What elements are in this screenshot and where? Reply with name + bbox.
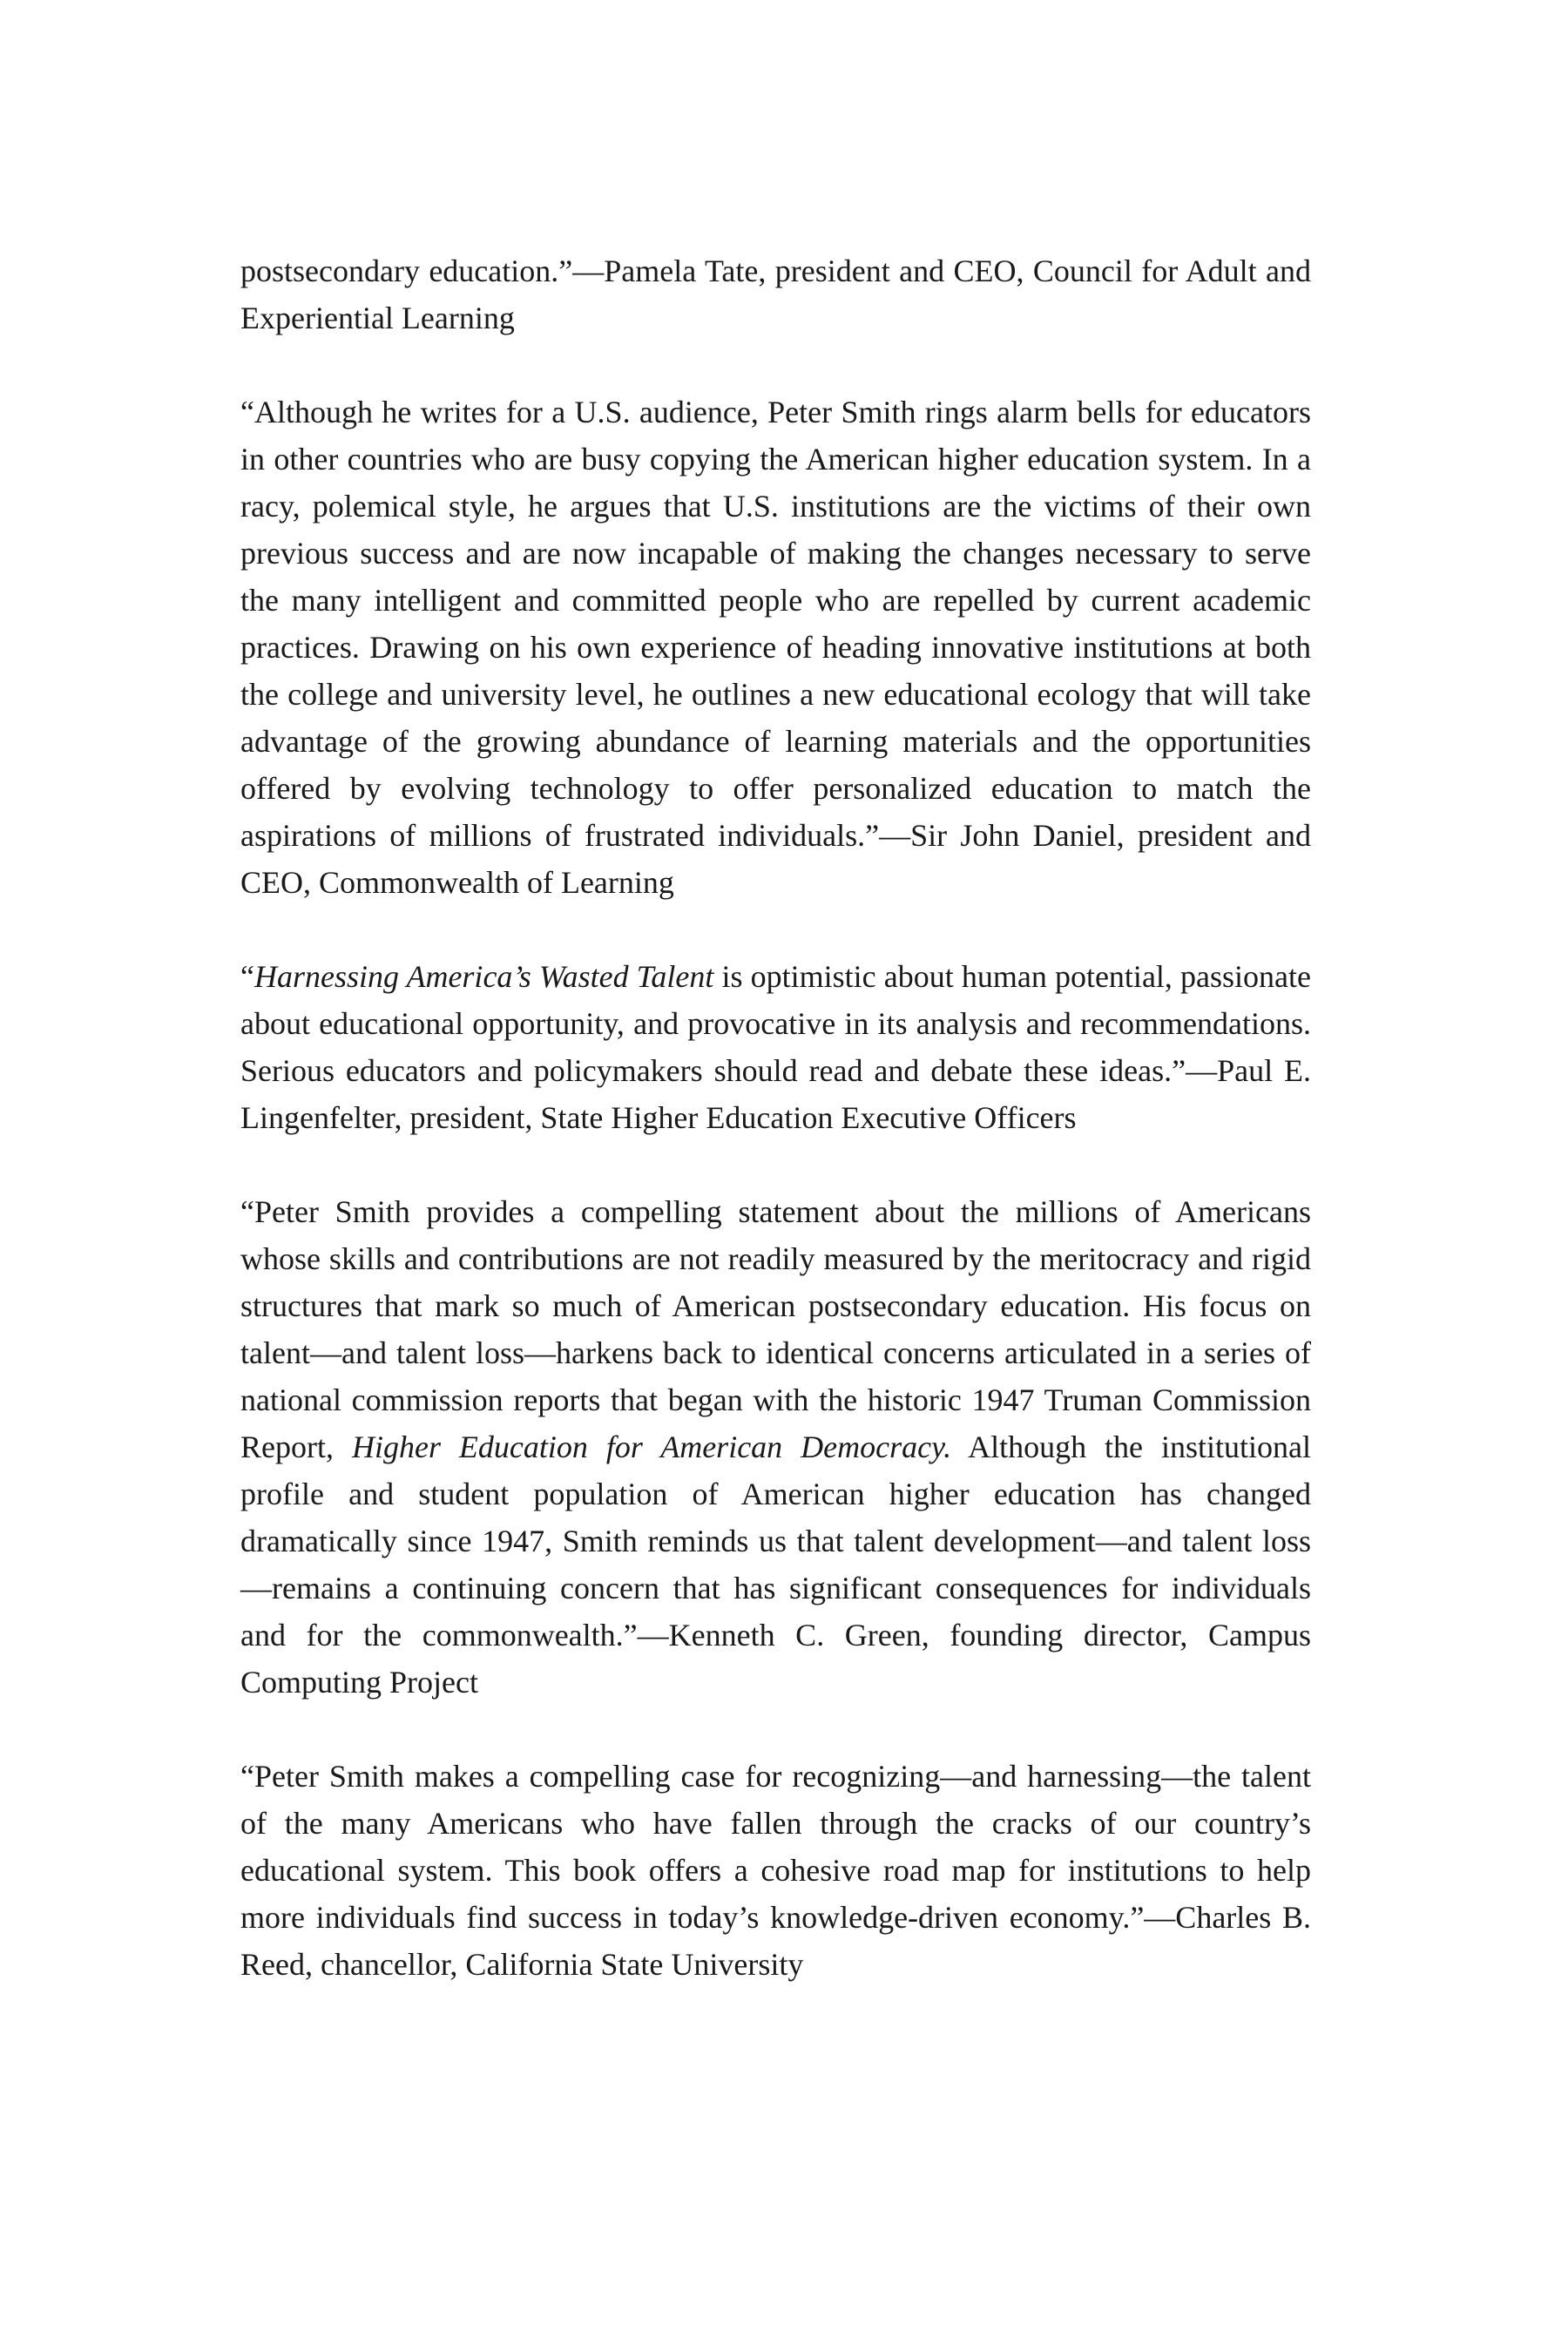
book-title: Harnessing America’s Wasted Talent [253, 959, 714, 994]
blurb-john-daniel [240, 389, 1311, 906]
blurb-text: “Peter Smith makes a compelling case for recognizing—and harnessing—the talent of the many Americans who have fallen through the cracks of our country’s educational system. This book offers a cohesive road map for institutions to help more individuals find success in today’s knowledge-driven economy.”—Charles B. Reed, chancellor, California State University [240, 1759, 1311, 1982]
report-title: Higher Education for American Democracy. [351, 1429, 952, 1464]
blurb-text: “Although he writes for a U.S. audience, Peter Smith rings alarm bells for educators in other countries who are busy copying the American higher education system. In a racy, polemical style, he argues that U.S. institutions are the victims of their own previous success and are now incapable of making the changes necessary to serve the many intelligent and committed people who are repelled by current academic practices. Drawing on his own experience of heading innovative institutions at both the college and university level, he outlines a new educational ecology that will take advantage of the growing abundance of learning materials and the opportunities offered by evolving technology to offer personalized education to match the aspirations of millions of frustrated individuals.”—Sir John Daniel, president and CEO, Commonwealth of Learning [240, 395, 1311, 900]
blurb-kenneth-green [240, 1188, 1311, 1706]
blurb-charles-reed [240, 1753, 1311, 1988]
blurb-text: “Peter Smith provides a compelling statement about the millions of Americans whose skills and contributions are not readily measured by the meritocracy and rigid structures that mark so much of American postsecondary education. His focus on talent—and talent loss—harkens back to identical concerns articulated in a series of national commission reports that began with the historic 1947 Truman Commission Report, [240, 1194, 1311, 1464]
blurb-pamela-tate [240, 247, 1311, 341]
blurb-text: is optimistic about human potential, passionate about educational opportunity, and provocative in its analysis and recommendations. Serious educators and policymakers should read and debate these ideas.”—Paul E. Lingenfelter, president, State Higher Education Executive Officers [240, 959, 1311, 1135]
blurb-text-continued: Although the institutional profile and student population of American higher education has changed dramatically since 1947, Smith reminds us that talent development—and talent loss—remains a continuing concern that has significant consequences for individuals and for the commonwealth.”—Kenneth C. Green, founding director, Campus Computing Project [240, 1429, 1312, 1700]
blurb-text: postsecondary education.”—Pamela Tate, president and CEO, Council for Adult and Experiential Learning [240, 253, 1311, 335]
blurb-paul-lingenfelter [240, 953, 1311, 1141]
book-praise-page [240, 247, 1311, 2035]
blurb-text-open: “ [240, 959, 254, 994]
